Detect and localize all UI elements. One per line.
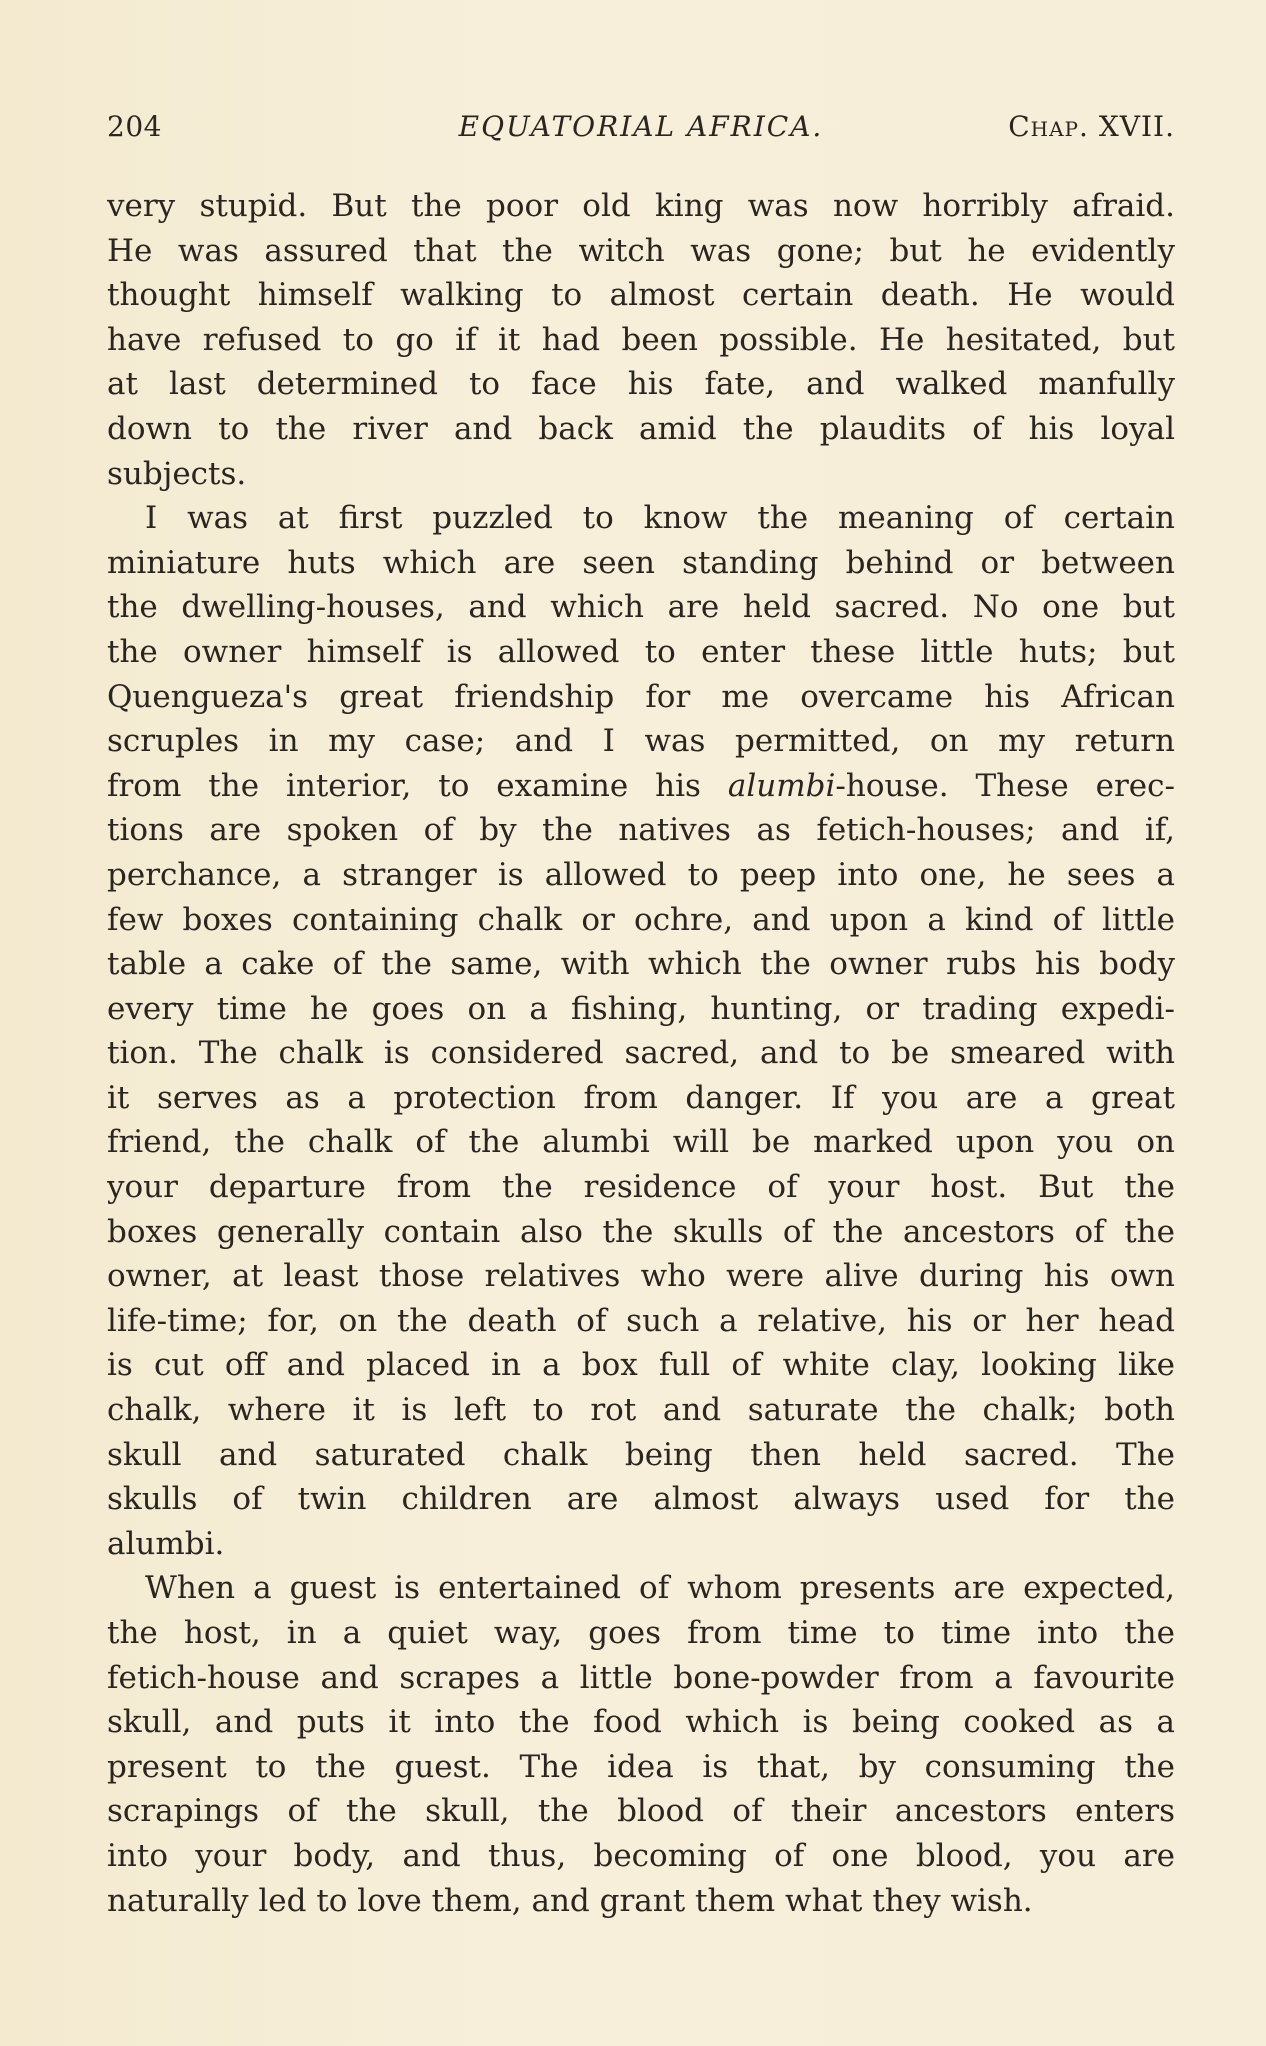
body-text [107,184,1175,1923]
page-header [107,110,1175,150]
page-number: 204 [107,110,162,143]
text-line: scruples in my case; and I was permitted, on my return [107,723,1175,760]
paragraph [107,1566,1175,1923]
text-line: from the interior, to examine his alumbi-house. These erec- [107,767,1175,804]
paragraph [107,496,1175,1566]
text-line: When a guest is entertained of whom presents are expected, [145,1570,1175,1607]
text-line: the dwelling-houses, and which are held sacred. No one but [107,589,1175,626]
paragraph [107,184,1175,496]
text-line: I was at first puzzled to know the meaning of certain [145,500,1175,537]
text-line: scrapings of the skull, the blood of their ancestors enters [107,1793,1175,1830]
text-line: your departure from the residence of your host. But the [107,1169,1175,1206]
text-line: thought himself walking to almost certain death. He would [107,277,1175,314]
text-line: owner, at least those relatives who were alive during his own [107,1258,1175,1295]
text-line: alumbi. [107,1525,225,1562]
text-line: every time he goes on a fishing, hunting, or trading expedi- [107,990,1175,1027]
text-line: He was assured that the witch was gone; but he evidently [107,232,1175,269]
text-line: boxes generally contain also the skulls of the ancestors of the [107,1213,1175,1250]
text-line: into your body, and thus, becoming of one blood, you are [107,1837,1175,1874]
chapter-label: Chap. XVII. [1008,110,1175,143]
text-line: chalk, where it is left to rot and saturate the chalk; both [107,1392,1175,1429]
text-line: at last determined to face his fate, and walked manfully [107,366,1175,403]
text-line: table a cake of the same, with which the owner rubs his body [107,946,1175,983]
text-line: skull and saturated chalk being then held sacred. The [107,1436,1175,1473]
text-line: friend, the chalk of the alumbi will be marked upon you on [107,1124,1175,1161]
text-line: the owner himself is allowed to enter these little huts; but [107,633,1175,670]
text-line: tions are spoken of by the natives as fetich-houses; and if, [107,812,1175,849]
text-line: subjects. [107,455,247,492]
text-line: naturally led to love them, and grant them what they wish. [107,1882,1033,1919]
text-line: down to the river and back amid the plaudits of his loyal [107,410,1175,447]
text-line: skulls of twin children are almost always used for the [107,1481,1175,1518]
text-line: is cut off and placed in a box full of white clay, looking like [107,1347,1175,1384]
text-line: present to the guest. The idea is that, by consuming the [107,1748,1175,1785]
text-line: life-time; for, on the death of such a relative, his or her head [107,1302,1175,1339]
text-line: perchance, a stranger is allowed to peep into one, he sees a [107,856,1175,893]
running-title: EQUATORIAL AFRICA. [458,110,824,143]
text-line: the host, in a quiet way, goes from time to time into the [107,1615,1175,1651]
text-line: skull, and puts it into the food which is being cooked as a [107,1704,1175,1741]
text-line: tion. The chalk is considered sacred, and to be smeared with [107,1035,1175,1072]
text-line: it serves as a protection from danger. If you are a great [107,1079,1175,1116]
text-line: fetich-house and scrapes a little bone-powder from a favourite [107,1659,1175,1696]
text-line: very stupid. But the poor old king was now horribly afraid. [107,188,1175,224]
text-line: have refused to go if it had been possible. He hesitated, but [107,321,1175,358]
text-line: few boxes containing chalk or ochre, and upon a kind of little [107,901,1175,938]
text-line: miniature huts which are seen standing behind or between [107,544,1175,581]
text-line: Quengueza's great friendship for me overcame his African [107,678,1175,715]
